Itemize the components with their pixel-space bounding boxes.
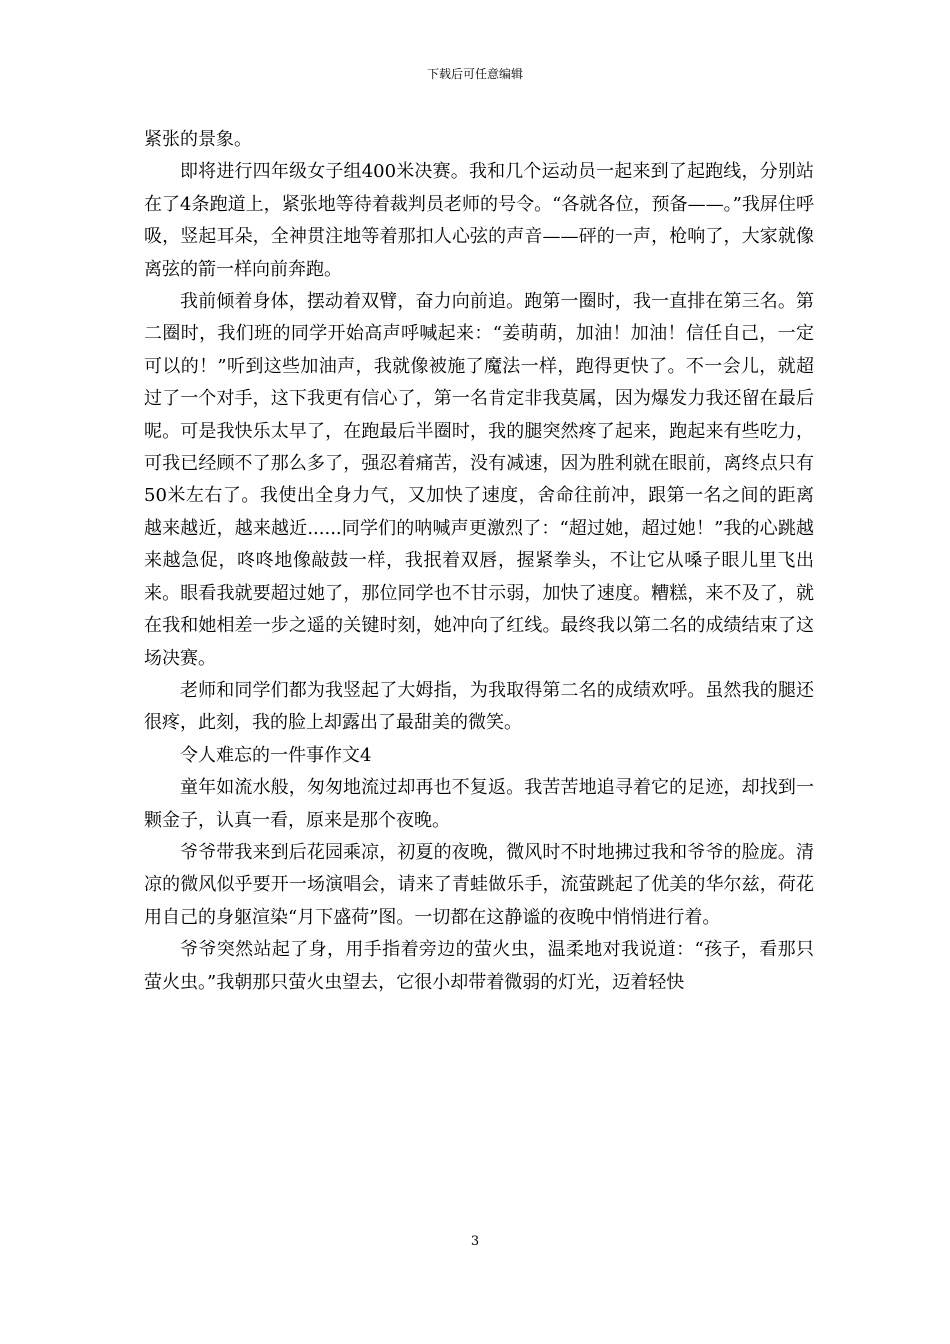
paragraph: 我前倾着身体，摆动着双臂，奋力向前追。跑第一圈时，我一直排在第三名。第二圈时，我们班的同学开始高声呼喊起来：“姜萌萌，加油！加油！信任自己，一定可以的！”听到这些加油声，我就像被施了魔法一样，跑得更快了。不一会儿，就超过了一个对手，这下我更有信心了，第一名肯定非我莫属，因为爆发力我还留在最后呢。可是我快乐太早了，在跑最后半圈时，我的腿突然疼了起来，跑起来有些吃力，可我已经顾不了那么多了，强忍着痛苦，没有减速，因为胜利就在眼前，离终点只有50米左右了。我使出全身力气，又加快了速度，舍命往前冲，跟第一名之间的距离越来越近，越来越近......同学们的呐喊声更激烈了：“超过她，超过她！”我的心跳越来越急促，咚咚地像敲鼓一样，我抿着双唇，握紧拳头，不让它从嗓子眼儿里飞出来。眼看我就要超过她了，那位同学也不甘示弱，加快了速度。糟糕，来不及了，就在我和她相差一步之遥的关键时刻，她冲向了红线。最终我以第二名的成绩结束了这场决赛。 [144,291,814,669]
paragraph: 爷爷突然站起了身，用手指着旁边的萤火虫，温柔地对我说道：“孩子，看那只萤火虫。”我朝那只萤火虫望去，它很小却带着微弱的灯光，迈着轻快 [144,939,814,993]
paragraph: 老师和同学们都为我竖起了大姆指，为我取得第二名的成绩欢呼。虽然我的腿还很疼，此刻，我的脸上却露出了最甜美的微笑。 [144,679,814,734]
page-number: 3 [470,1234,480,1249]
paragraph: 童年如流水般，匆匆地流过却再也不复返。我苦苦地追寻着它的足迹，却找到一颗金子，认真一看，原来是那个夜晚。 [144,777,814,831]
document-body [144,124,814,999]
page-header: 下载后可任意编辑 [426,67,523,81]
paragraph: 爷爷带我来到后花园乘凉，初夏的夜晚，微风时不时地拂过我和爷爷的脸庞。清凉的微风似乎要开一场演唱会，请来了青蛙做乐手，流萤跳起了优美的华尔兹，荷花用自己的身躯渲染“月下盛荷”图。一切都在这静谧的夜晚中悄悄进行着。 [144,841,814,928]
paragraph: 即将进行四年级女子组400米决赛。我和几个运动员一起来到了起跑线，分别站在了4条跑道上，紧张地等待着裁判员老师的号令。“各就各位，预备——。”我屏住呼吸，竖起耳朵，全神贯注地等着那扣人心弦的声音——砰的一声，枪响了，大家就像离弦的箭一样向前奔跑。 [144,161,814,280]
section-heading: 令人难忘的一件事作文4 [180,744,372,766]
paragraph-continuation: 紧张的景象。 [144,129,252,150]
